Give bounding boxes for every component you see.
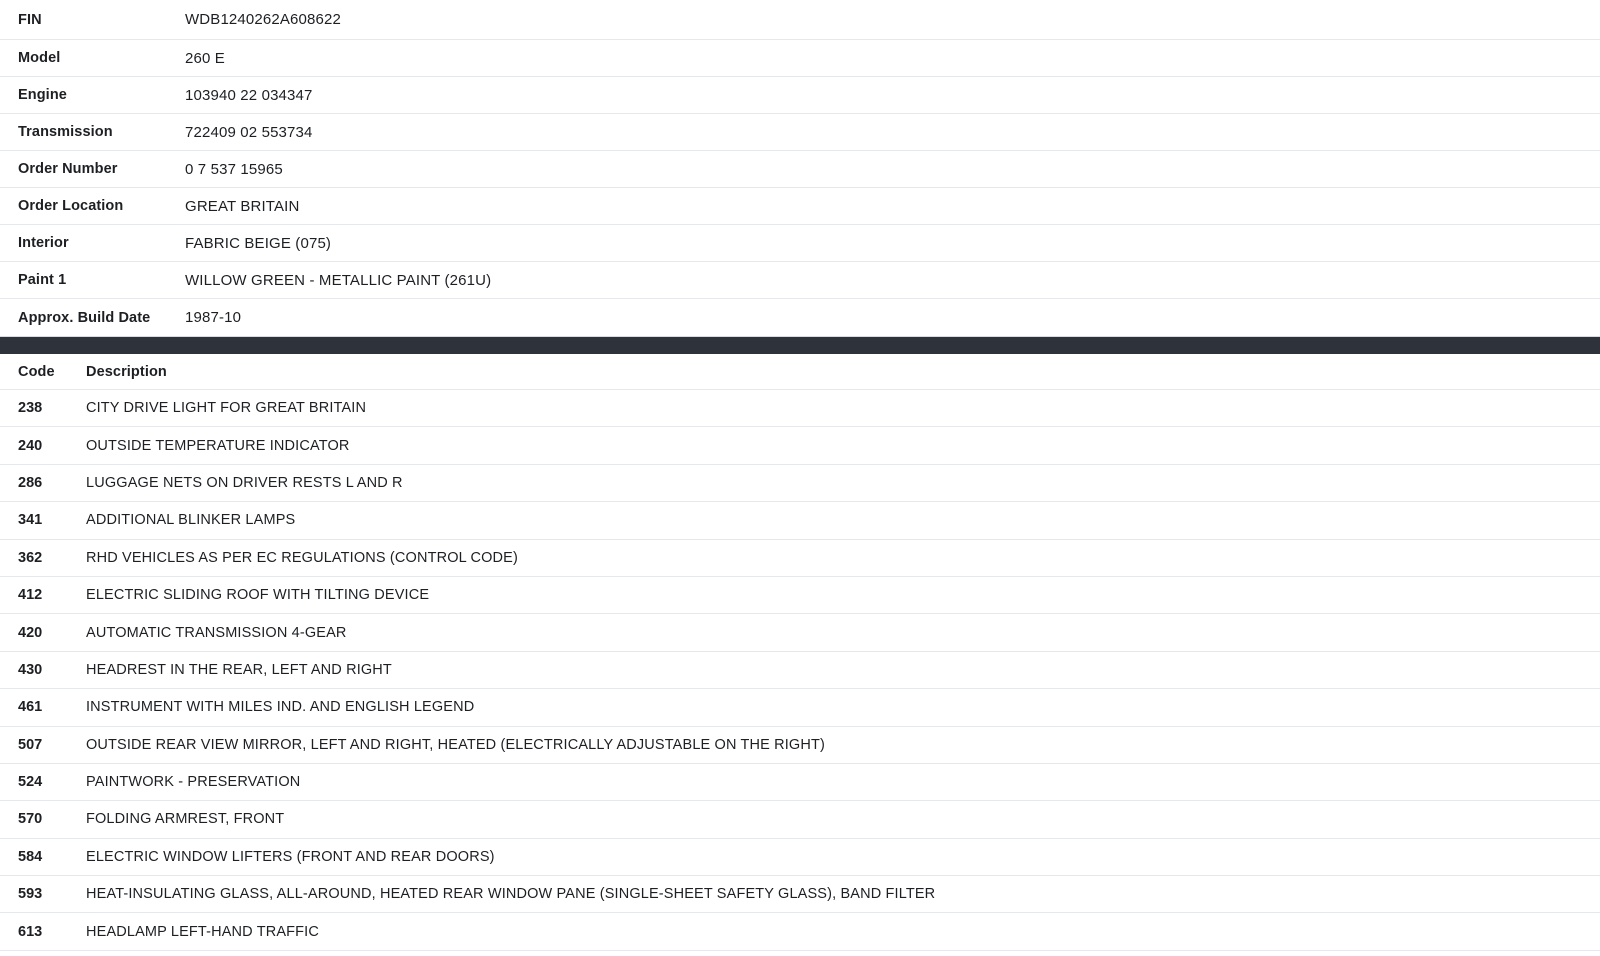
section-separator bbox=[0, 337, 1600, 354]
code-cell: 570 bbox=[18, 811, 43, 828]
info-row bbox=[0, 40, 1600, 77]
info-value: GREAT BRITAIN bbox=[185, 197, 300, 215]
table-row bbox=[0, 652, 1600, 689]
code-cell: 412 bbox=[18, 587, 43, 604]
table-row bbox=[0, 614, 1600, 651]
code-cell: 240 bbox=[18, 437, 43, 454]
description-cell: INSTRUMENT WITH MILES IND. AND ENGLISH LEGEND bbox=[86, 699, 475, 716]
code-cell: 341 bbox=[18, 512, 43, 529]
table-row bbox=[0, 839, 1600, 876]
code-cell: 238 bbox=[18, 400, 43, 417]
code-cell: 420 bbox=[18, 624, 43, 641]
column-header-code: Code bbox=[18, 363, 55, 380]
code-cell: 584 bbox=[18, 848, 43, 865]
info-value: WDB1240262A608622 bbox=[185, 11, 341, 28]
info-row bbox=[0, 299, 1600, 336]
description-cell: OUTSIDE TEMPERATURE INDICATOR bbox=[86, 437, 350, 454]
info-row bbox=[0, 0, 1600, 40]
info-row bbox=[0, 188, 1600, 225]
info-label: Paint 1 bbox=[18, 272, 67, 288]
info-label: Order Location bbox=[18, 198, 124, 214]
info-value: 722409 02 553734 bbox=[185, 123, 313, 141]
info-value: FABRIC BEIGE (075) bbox=[185, 234, 332, 252]
table-row bbox=[0, 689, 1600, 726]
info-label: Transmission bbox=[18, 124, 113, 140]
code-cell: 524 bbox=[18, 774, 43, 791]
info-value: 103940 22 034347 bbox=[185, 86, 313, 104]
code-cell: 286 bbox=[18, 474, 43, 491]
table-row bbox=[0, 801, 1600, 838]
info-value: WILLOW GREEN - METALLIC PAINT (261U) bbox=[185, 271, 492, 289]
info-value: 0 7 537 15965 bbox=[185, 160, 283, 178]
table-row bbox=[0, 876, 1600, 913]
info-label: Model bbox=[18, 50, 61, 66]
info-row bbox=[0, 262, 1600, 299]
column-header-description: Description bbox=[86, 363, 167, 380]
description-cell: HEADREST IN THE REAR, LEFT AND RIGHT bbox=[86, 661, 392, 678]
info-label: Interior bbox=[18, 235, 69, 251]
code-cell: 430 bbox=[18, 661, 43, 678]
description-cell: ELECTRIC WINDOW LIFTERS (FRONT AND REAR DOORS) bbox=[86, 848, 495, 865]
table-row bbox=[0, 427, 1600, 464]
info-row bbox=[0, 225, 1600, 262]
description-cell: HEADLAMP LEFT-HAND TRAFFIC bbox=[86, 923, 319, 940]
description-cell: ADDITIONAL BLINKER LAMPS bbox=[86, 512, 296, 529]
info-value: 1987-10 bbox=[185, 309, 242, 326]
info-row bbox=[0, 77, 1600, 114]
info-value: 260 E bbox=[185, 49, 225, 67]
table-row bbox=[0, 390, 1600, 427]
table-row bbox=[0, 502, 1600, 539]
description-cell: AUTOMATIC TRANSMISSION 4-GEAR bbox=[86, 624, 347, 641]
info-label: Approx. Build Date bbox=[18, 309, 151, 326]
description-cell: RHD VEHICLES AS PER EC REGULATIONS (CONTROL CODE) bbox=[86, 549, 518, 566]
table-row bbox=[0, 577, 1600, 614]
code-cell: 613 bbox=[18, 923, 43, 940]
table-row bbox=[0, 540, 1600, 577]
table-row bbox=[0, 913, 1600, 950]
code-cell: 461 bbox=[18, 699, 43, 716]
code-cell: 593 bbox=[18, 886, 43, 903]
description-cell: PAINTWORK - PRESERVATION bbox=[86, 774, 301, 791]
info-label: Order Number bbox=[18, 161, 118, 177]
info-label: Engine bbox=[18, 87, 67, 103]
info-row bbox=[0, 114, 1600, 151]
info-row bbox=[0, 151, 1600, 188]
code-cell: 507 bbox=[18, 736, 43, 753]
description-cell: FOLDING ARMREST, FRONT bbox=[86, 811, 285, 828]
vehicle-info-card bbox=[0, 0, 1600, 337]
table-row bbox=[0, 727, 1600, 764]
info-label: FIN bbox=[18, 11, 42, 28]
table-row bbox=[0, 764, 1600, 801]
description-cell: LUGGAGE NETS ON DRIVER RESTS L AND R bbox=[86, 474, 403, 491]
code-cell: 362 bbox=[18, 549, 43, 566]
codes-table-header bbox=[0, 354, 1600, 390]
description-cell: OUTSIDE REAR VIEW MIRROR, LEFT AND RIGHT, HEATED (ELECTRICALLY ADJUSTABLE ON THE RIGHT) bbox=[86, 736, 825, 753]
option-codes-card bbox=[0, 354, 1600, 956]
table-row bbox=[0, 465, 1600, 502]
description-cell: HEAT-INSULATING GLASS, ALL-AROUND, HEATED REAR WINDOW PANE (SINGLE-SHEET SAFETY GLASS), BAND FILTER bbox=[86, 886, 936, 903]
description-cell: ELECTRIC SLIDING ROOF WITH TILTING DEVICE bbox=[86, 587, 430, 604]
description-cell: CITY DRIVE LIGHT FOR GREAT BRITAIN bbox=[86, 400, 367, 417]
